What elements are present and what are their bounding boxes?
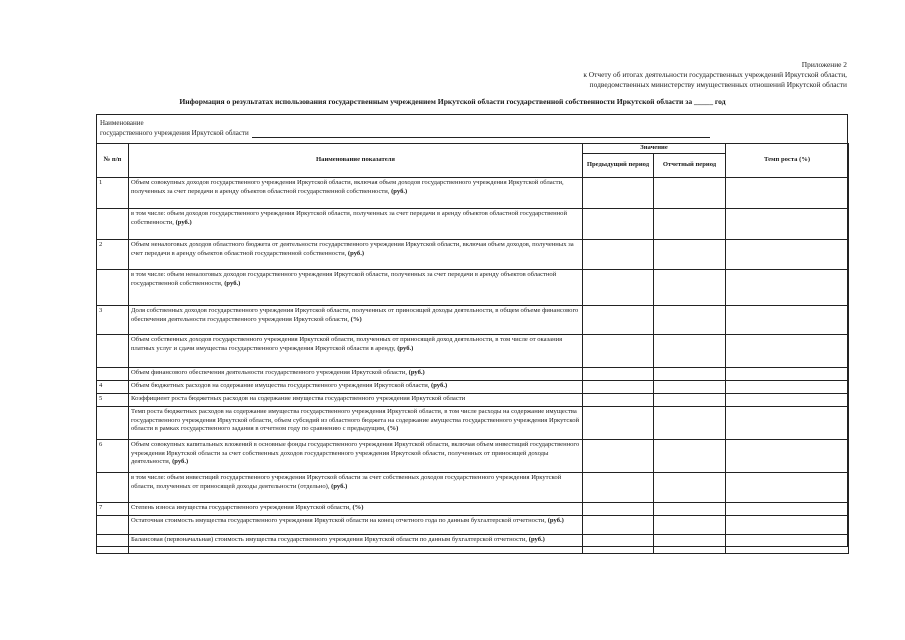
institution-label: Наименование: [100, 119, 144, 127]
indicator-unit: (руб.): [397, 344, 414, 352]
value-prev-cell: [583, 473, 654, 503]
row-number: [97, 368, 129, 381]
indicator-name: [129, 240, 583, 270]
table-row: [97, 209, 849, 240]
indicator-name: [129, 440, 583, 473]
appendix-note: [583, 60, 847, 91]
appendix-line: подведомственных министерству имущественных отношений Иркутской области: [589, 80, 847, 90]
indicator-unit: (%): [352, 504, 364, 511]
value-current-cell: [654, 516, 726, 535]
indicator-unit: (руб.): [175, 218, 192, 226]
value-prev-cell: [583, 335, 654, 368]
indicator-name: [129, 381, 583, 394]
indicator-text: в том числе: объем инвестиций государственного учреждения Иркутской области за счет собственных доходов государственного учреждения Иркутской области, полученных от приносящей доходы деятельности (отдельно),: [131, 474, 562, 490]
indicator-text: Объем бюджетных расходов на содержание имущества государственного учреждения Иркутской области,: [131, 382, 430, 389]
value-current-cell: [654, 368, 726, 381]
indicator-unit: (%): [350, 315, 362, 323]
table-row: [97, 381, 849, 394]
header-num: № п/п: [97, 144, 129, 178]
indicator-unit: (%): [387, 425, 399, 433]
value-prev-cell: [583, 394, 654, 407]
indicator-text: Степень износа имущества государственного учреждения Иркутской области,: [131, 504, 351, 511]
growth-cell: [726, 335, 849, 368]
value-prev-cell: [583, 503, 654, 516]
growth-cell: [726, 209, 849, 240]
table-row: [97, 368, 849, 381]
indicator-text: Коэффициент роста бюджетных расходов на содержание имущества государственного учреждения Иркутской области: [131, 395, 466, 402]
value-prev-cell: [583, 368, 654, 381]
indicator-text: Объем неналоговых доходов областного бюджета от деятельности государственного учреждения Иркутской области, включая объем доходов, полученных за счет передачи в аренду объектов областной государственной собственности,: [131, 241, 574, 257]
table-row: [97, 503, 849, 516]
header-growth: Темп роста (%): [726, 144, 849, 178]
indicator-name: [129, 407, 583, 440]
growth-cell: [726, 440, 849, 473]
indicator-text: Объем совокупных доходов государственного учреждения Иркутской области, включая объем доходов государственного учреждения Иркутской области, полученных за счет передачи в аренду объектов областной государственной собственности,: [131, 179, 564, 195]
table-row: [97, 306, 849, 335]
row-number: 6: [97, 440, 129, 473]
indicator-unit: (руб.): [331, 482, 348, 490]
row-number: [97, 270, 129, 306]
value-prev-cell: [583, 178, 654, 209]
row-number: 4: [97, 381, 129, 394]
indicator-name: [129, 270, 583, 306]
table-row: [97, 178, 849, 209]
value-current-cell: [654, 270, 726, 306]
table-row: [97, 270, 849, 306]
indicator-unit: (руб.): [347, 249, 365, 257]
growth-cell: [726, 516, 849, 535]
indicator-name: [129, 535, 583, 554]
indicator-name: [129, 209, 583, 240]
indicator-unit: (руб.): [224, 279, 241, 287]
row-number: [97, 335, 129, 368]
growth-cell: [726, 394, 849, 407]
indicator-text: в том числе: объем доходов государственного учреждения Иркутской области, полученных за счет передачи в аренду объектов областной государственной собственности,: [131, 210, 568, 226]
document-title: Информация о результатах использования государственным учреждением Иркутской области государственной собственности Иркутской области за _____ год: [179, 97, 726, 106]
growth-cell: [726, 503, 849, 516]
indicator-text: Темп роста бюджетных расходов на содержание имущества государственного учреждения Иркутской области, в том числе расходы на содержание имущества государственного учреждения Иркутской области, объем субсидий из областного бюджета на содержание амущества государственного учреждения Иркутской области в рамках государственного задания в отчетном году по сравнению с предыдущим,: [131, 408, 580, 433]
institution-name-field: [100, 119, 710, 138]
indicator-unit: (руб.): [528, 536, 545, 543]
institution-blank-line: [252, 137, 710, 138]
growth-cell: [726, 178, 849, 209]
growth-cell: [726, 306, 849, 335]
indicator-name: [129, 516, 583, 535]
indicator-name: [129, 473, 583, 503]
indicators-table: [96, 143, 849, 554]
value-prev-cell: [583, 240, 654, 270]
value-prev-cell: [583, 381, 654, 394]
value-current-cell: [654, 503, 726, 516]
indicator-unit: (руб.): [408, 369, 425, 376]
value-current-cell: [654, 240, 726, 270]
header-current: Отчетный период: [654, 154, 726, 178]
indicator-text: Остаточная стоимость имущества государственного учреждения Иркутской области на конец отчетного года по данным бухгалтерской отчетности,: [131, 517, 547, 524]
indicator-unit: (руб.): [391, 187, 408, 195]
value-current-cell: [654, 381, 726, 394]
indicator-text: Объем собственных доходов государственного учреждения Иркутской области, полученных от приносящей доход деятельности, в том числе от оказания платных услуг и сдачи имущества государственного учреждения Иркутской области в аренду,: [131, 336, 563, 352]
indicator-text: Объем финансового обеспечения деятельности государственного учреждения Иркутской области,: [131, 369, 407, 376]
growth-cell: [726, 407, 849, 440]
value-prev-cell: [583, 270, 654, 306]
row-number: 2: [97, 240, 129, 270]
value-prev-cell: [583, 516, 654, 535]
growth-cell: [726, 535, 849, 554]
table-row: [97, 473, 849, 503]
row-number: [97, 473, 129, 503]
table-row: [97, 240, 849, 270]
header-value: Значение: [583, 144, 726, 154]
value-prev-cell: [583, 440, 654, 473]
indicator-name: [129, 178, 583, 209]
appendix-line: к Отчету об итогах деятельности государственных учреждений Иркутской области,: [583, 70, 847, 80]
value-current-cell: [654, 178, 726, 209]
indicator-text: Доля собственных доходов государственного учреждения Иркутской области, полученных от приносящей доходы деятельности, в общем объеме финансового обеспечения деятельности государственного учреждения Иркутской области,: [131, 307, 579, 323]
header-name: Наименование показателя: [129, 144, 583, 178]
value-prev-cell: [583, 535, 654, 554]
institution-label: государственного учреждения Иркутской области: [100, 128, 249, 137]
value-current-cell: [654, 407, 726, 440]
indicator-text: Балансовая (первоначальная) стоимость имущества государственного учреждения Иркутской области по данным бухгалтерской отчетности,: [131, 536, 528, 543]
table-row: [97, 394, 849, 407]
row-number: [97, 407, 129, 440]
row-number: 3: [97, 306, 129, 335]
row-number: 1: [97, 178, 129, 209]
growth-cell: [726, 240, 849, 270]
indicator-name: [129, 394, 583, 407]
growth-cell: [726, 381, 849, 394]
table-row: [97, 535, 849, 554]
value-prev-cell: [583, 306, 654, 335]
value-current-cell: [654, 335, 726, 368]
header-prev: Предыдущий период: [583, 154, 654, 178]
row-number: [97, 535, 129, 554]
appendix-line: Приложение 2: [801, 60, 847, 69]
indicator-unit: (руб.): [431, 382, 448, 389]
table-row: [97, 407, 849, 440]
value-current-cell: [654, 473, 726, 503]
indicator-name: [129, 306, 583, 335]
indicator-unit: (руб.): [172, 458, 189, 466]
table-row: [97, 516, 849, 535]
indicator-name: [129, 368, 583, 381]
row-number: [97, 516, 129, 535]
value-prev-cell: [583, 209, 654, 240]
value-current-cell: [654, 306, 726, 335]
value-current-cell: [654, 440, 726, 473]
row-number: 7: [97, 503, 129, 516]
row-number: 5: [97, 394, 129, 407]
indicator-unit: (руб.): [547, 517, 564, 524]
value-current-cell: [654, 535, 726, 554]
indicator-name: [129, 503, 583, 516]
growth-cell: [726, 270, 849, 306]
value-current-cell: [654, 209, 726, 240]
value-current-cell: [654, 394, 726, 407]
table-row: [97, 440, 849, 473]
growth-cell: [726, 368, 849, 381]
indicator-text: в том числе: объем неналоговых доходов государственного учреждения Иркутской области, полученных за счет передачи в аренду объектов областной государственной собственности,: [131, 271, 557, 287]
table-row: [97, 335, 849, 368]
row-number: [97, 209, 129, 240]
indicator-text: Объем совокупных капитальных вложений в основные фонды государственного учреждения Иркутской области, включая объем инвестиций государственного учреждения Иркутской области за счет собственных доходов государственного учреждения Иркутской области, полученных от приносящей доходы деятельности,: [131, 441, 580, 466]
growth-cell: [726, 473, 849, 503]
value-prev-cell: [583, 407, 654, 440]
indicator-name: [129, 335, 583, 368]
